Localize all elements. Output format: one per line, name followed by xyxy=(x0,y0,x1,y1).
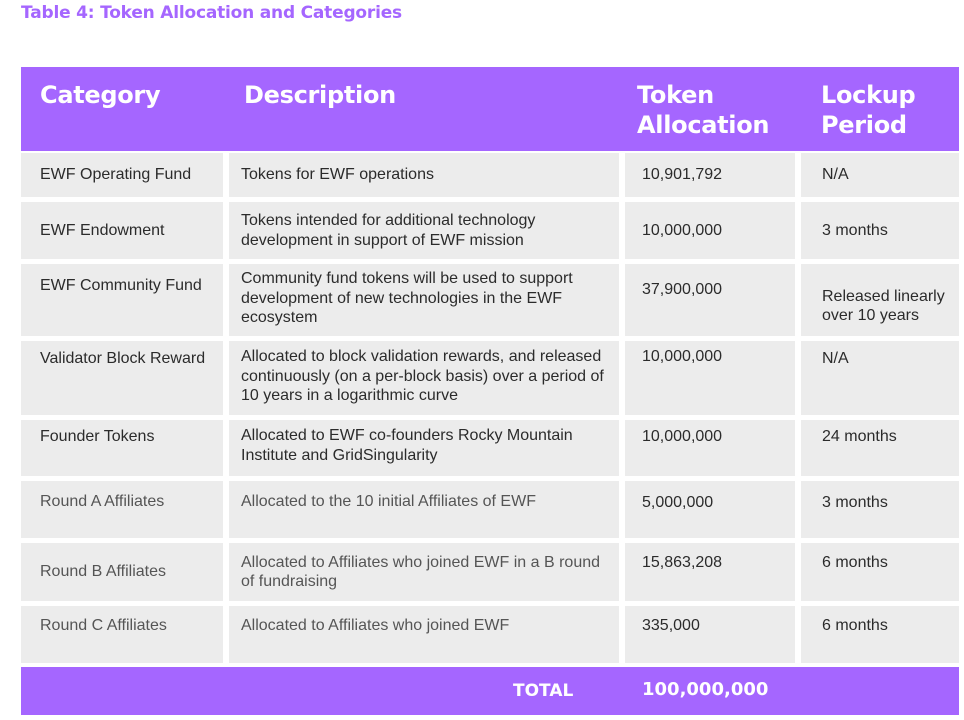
cell-lockup: Released linearly over 10 years xyxy=(801,264,959,336)
cell-allocation: 15,863,208 xyxy=(625,543,795,601)
cell-category: EWF Community Fund xyxy=(21,264,223,336)
cell-description: Allocated to Affiliates who joined EWF in a B round of fundraising xyxy=(229,543,619,601)
cell-allocation: 37,900,000 xyxy=(625,264,795,336)
cell-lockup: 3 months xyxy=(801,202,959,259)
header-token-allocation: Token Allocation xyxy=(637,81,770,139)
cell-category: Round A Affiliates xyxy=(21,481,223,538)
cell-category: EWF Operating Fund xyxy=(21,153,223,197)
cell-lockup: 24 months xyxy=(801,420,959,476)
cell-lockup: 3 months xyxy=(801,481,959,538)
cell-description: Community fund tokens will be used to support development of new technologies in the EWF ecosystem xyxy=(229,264,619,336)
cell-lockup: N/A xyxy=(801,341,959,415)
header-lockup-period: Lockup Period xyxy=(821,81,916,139)
cell-allocation: 10,000,000 xyxy=(625,341,795,415)
cell-category: Round B Affiliates xyxy=(21,543,223,601)
cell-allocation: 10,000,000 xyxy=(625,202,795,259)
cell-description: Tokens intended for additional technology development in support of EWF mission xyxy=(229,202,619,259)
table-caption: Table 4: Token Allocation and Categories xyxy=(21,3,402,23)
cell-description: Allocated to block validation rewards, and released continuously (on a per-block basis) over a period of 10 years in a logarithmic curve xyxy=(229,341,619,415)
cell-lockup: 6 months xyxy=(801,606,959,663)
header-description: Description xyxy=(244,81,396,109)
total-row xyxy=(21,667,959,715)
cell-category: Round C Affiliates xyxy=(21,606,223,663)
cell-allocation: 10,000,000 xyxy=(625,420,795,476)
header-category: Category xyxy=(40,81,161,109)
cell-description: Allocated to Affiliates who joined EWF xyxy=(229,606,619,663)
cell-lockup: 6 months xyxy=(801,543,959,601)
cell-allocation: 5,000,000 xyxy=(625,481,795,538)
cell-allocation: 10,901,792 xyxy=(625,153,795,197)
total-value: 100,000,000 xyxy=(642,679,769,700)
cell-allocation: 335,000 xyxy=(625,606,795,663)
total-label: TOTAL xyxy=(513,681,574,701)
cell-description: Allocated to the 10 initial Affiliates of EWF xyxy=(229,481,619,538)
cell-lockup: N/A xyxy=(801,153,959,197)
cell-category: EWF Endowment xyxy=(21,202,223,259)
cell-description: Tokens for EWF operations xyxy=(229,153,619,197)
table-header xyxy=(21,67,959,151)
cell-category: Founder Tokens xyxy=(21,420,223,476)
cell-category: Validator Block Reward xyxy=(21,341,223,415)
cell-description: Allocated to EWF co-founders Rocky Mountain Institute and GridSingularity xyxy=(229,420,619,476)
